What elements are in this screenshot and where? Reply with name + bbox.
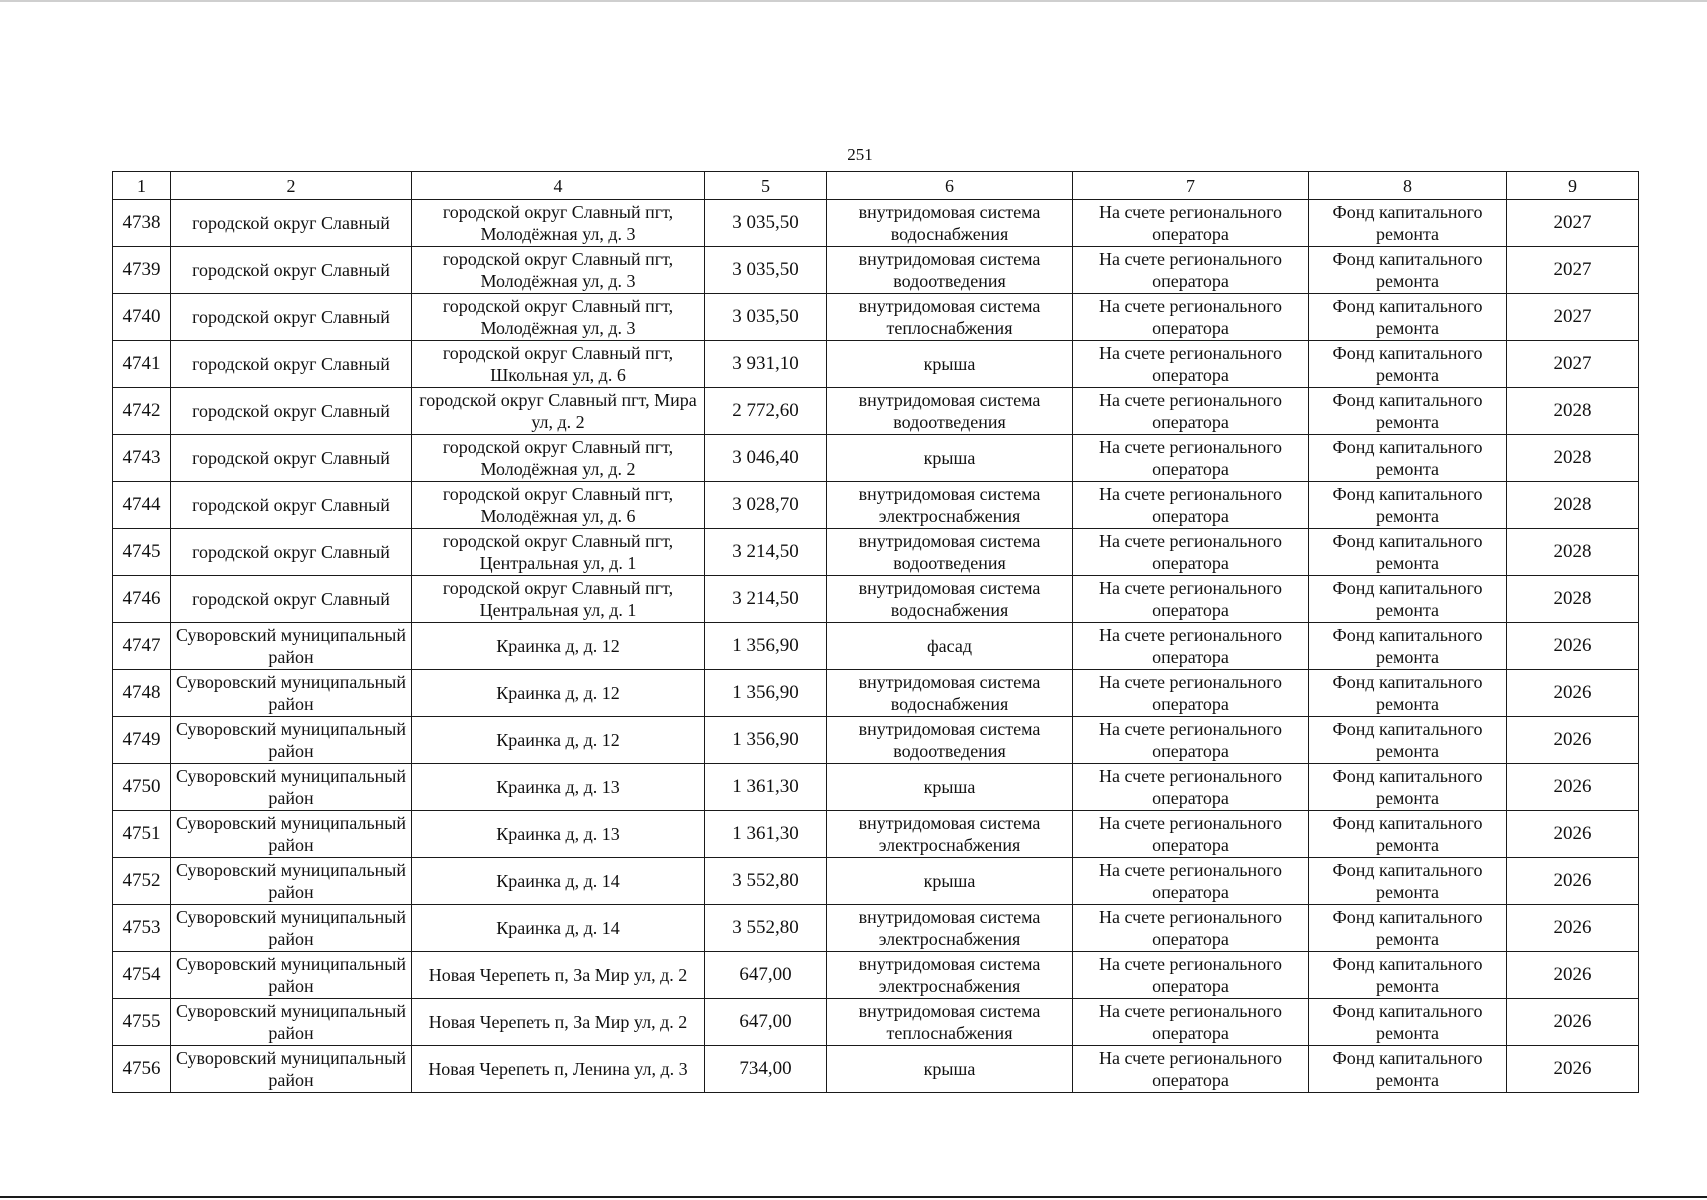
planned-year-cell: 2026 bbox=[1507, 858, 1639, 905]
area-cell: 647,00 bbox=[705, 952, 827, 999]
funding-source-cell: Фонд капитального ремонта bbox=[1309, 388, 1507, 435]
municipality-cell: Суворовский муниципальный район bbox=[171, 670, 412, 717]
column-header: 9 bbox=[1507, 172, 1639, 200]
row-number-cell: 4740 bbox=[113, 294, 171, 341]
funding-source-cell: Фонд капитального ремонта bbox=[1309, 858, 1507, 905]
funding-source-cell: Фонд капитального ремонта bbox=[1309, 294, 1507, 341]
funding-source-cell: Фонд капитального ремонта bbox=[1309, 247, 1507, 294]
fund-account-cell: На счете регионального оператора bbox=[1073, 670, 1309, 717]
structural-element-cell: фасад bbox=[827, 623, 1073, 670]
area-cell: 1 361,30 bbox=[705, 764, 827, 811]
planned-year-cell: 2028 bbox=[1507, 435, 1639, 482]
municipality-cell: городской округ Славный bbox=[171, 482, 412, 529]
table-row bbox=[113, 576, 1639, 623]
planned-year-cell: 2026 bbox=[1507, 764, 1639, 811]
municipality-cell: Суворовский муниципальный район bbox=[171, 905, 412, 952]
planned-year-cell: 2026 bbox=[1507, 717, 1639, 764]
table-row bbox=[113, 670, 1639, 717]
planned-year-cell: 2027 bbox=[1507, 341, 1639, 388]
funding-source-cell: Фонд капитального ремонта bbox=[1309, 764, 1507, 811]
table-row bbox=[113, 905, 1639, 952]
funding-source-cell: Фонд капитального ремонта bbox=[1309, 811, 1507, 858]
municipality-cell: городской округ Славный bbox=[171, 200, 412, 247]
address-cell: Краинка д, д. 14 bbox=[412, 858, 705, 905]
planned-year-cell: 2028 bbox=[1507, 388, 1639, 435]
fund-account-cell: На счете регионального оператора bbox=[1073, 858, 1309, 905]
municipality-cell: Суворовский муниципальный район bbox=[171, 858, 412, 905]
table-row bbox=[113, 435, 1639, 482]
structural-element-cell: внутридомовая система водоснабжения bbox=[827, 576, 1073, 623]
funding-source-cell: Фонд капитального ремонта bbox=[1309, 1046, 1507, 1093]
table-row bbox=[113, 200, 1639, 247]
municipality-cell: Суворовский муниципальный район bbox=[171, 623, 412, 670]
fund-account-cell: На счете регионального оператора bbox=[1073, 999, 1309, 1046]
table-row bbox=[113, 529, 1639, 576]
funding-source-cell: Фонд капитального ремонта bbox=[1309, 952, 1507, 999]
row-number-cell: 4744 bbox=[113, 482, 171, 529]
row-number-cell: 4742 bbox=[113, 388, 171, 435]
planned-year-cell: 2026 bbox=[1507, 1046, 1639, 1093]
area-cell: 3 214,50 bbox=[705, 576, 827, 623]
structural-element-cell: внутридомовая система водоотведения bbox=[827, 388, 1073, 435]
area-cell: 647,00 bbox=[705, 999, 827, 1046]
municipality-cell: городской округ Славный bbox=[171, 435, 412, 482]
address-cell: городской округ Славный пгт, Молодёжная ул, д. 3 bbox=[412, 294, 705, 341]
planned-year-cell: 2027 bbox=[1507, 200, 1639, 247]
fund-account-cell: На счете регионального оператора bbox=[1073, 435, 1309, 482]
structural-element-cell: крыша bbox=[827, 764, 1073, 811]
municipality-cell: городской округ Славный bbox=[171, 388, 412, 435]
fund-account-cell: На счете регионального оператора bbox=[1073, 905, 1309, 952]
bottom-rule bbox=[0, 1196, 1707, 1198]
row-number-cell: 4738 bbox=[113, 200, 171, 247]
table-row bbox=[113, 341, 1639, 388]
address-cell: городской округ Славный пгт, Мира ул, д. 2 bbox=[412, 388, 705, 435]
funding-source-cell: Фонд капитального ремонта bbox=[1309, 529, 1507, 576]
funding-source-cell: Фонд капитального ремонта bbox=[1309, 623, 1507, 670]
municipality-cell: Суворовский муниципальный район bbox=[171, 717, 412, 764]
area-cell: 3 552,80 bbox=[705, 858, 827, 905]
municipality-cell: Суворовский муниципальный район bbox=[171, 1046, 412, 1093]
table-row bbox=[113, 858, 1639, 905]
area-cell: 3 931,10 bbox=[705, 341, 827, 388]
planned-year-cell: 2026 bbox=[1507, 623, 1639, 670]
address-cell: Новая Черепеть п, Ленина ул, д. 3 bbox=[412, 1046, 705, 1093]
area-cell: 3 552,80 bbox=[705, 905, 827, 952]
structural-element-cell: крыша bbox=[827, 858, 1073, 905]
registry-table bbox=[112, 171, 1639, 1093]
structural-element-cell: крыша bbox=[827, 341, 1073, 388]
funding-source-cell: Фонд капитального ремонта bbox=[1309, 999, 1507, 1046]
row-number-cell: 4749 bbox=[113, 717, 171, 764]
address-cell: Краинка д, д. 13 bbox=[412, 764, 705, 811]
row-number-cell: 4746 bbox=[113, 576, 171, 623]
planned-year-cell: 2026 bbox=[1507, 952, 1639, 999]
fund-account-cell: На счете регионального оператора bbox=[1073, 811, 1309, 858]
address-cell: городской округ Славный пгт, Молодёжная ул, д. 3 bbox=[412, 200, 705, 247]
table-row bbox=[113, 999, 1639, 1046]
area-cell: 3 035,50 bbox=[705, 294, 827, 341]
page-number: 251 bbox=[847, 145, 873, 164]
planned-year-cell: 2028 bbox=[1507, 576, 1639, 623]
municipality-cell: городской округ Славный bbox=[171, 247, 412, 294]
header-row bbox=[113, 172, 1639, 200]
area-cell: 2 772,60 bbox=[705, 388, 827, 435]
planned-year-cell: 2027 bbox=[1507, 247, 1639, 294]
table-row bbox=[113, 482, 1639, 529]
area-cell: 3 046,40 bbox=[705, 435, 827, 482]
structural-element-cell: крыша bbox=[827, 1046, 1073, 1093]
fund-account-cell: На счете регионального оператора bbox=[1073, 623, 1309, 670]
structural-element-cell: крыша bbox=[827, 435, 1073, 482]
row-number-cell: 4739 bbox=[113, 247, 171, 294]
table-row bbox=[113, 764, 1639, 811]
address-cell: городской округ Славный пгт, Молодёжная ул, д. 2 bbox=[412, 435, 705, 482]
municipality-cell: городской округ Славный bbox=[171, 341, 412, 388]
table-row bbox=[113, 811, 1639, 858]
address-cell: Краинка д, д. 13 bbox=[412, 811, 705, 858]
funding-source-cell: Фонд капитального ремонта bbox=[1309, 435, 1507, 482]
row-number-cell: 4748 bbox=[113, 670, 171, 717]
funding-source-cell: Фонд капитального ремонта bbox=[1309, 200, 1507, 247]
structural-element-cell: внутридомовая система теплоснабжения bbox=[827, 294, 1073, 341]
fund-account-cell: На счете регионального оператора bbox=[1073, 1046, 1309, 1093]
area-cell: 1 356,90 bbox=[705, 623, 827, 670]
table-row bbox=[113, 294, 1639, 341]
funding-source-cell: Фонд капитального ремонта bbox=[1309, 905, 1507, 952]
address-cell: Краинка д, д. 12 bbox=[412, 670, 705, 717]
column-header: 2 bbox=[171, 172, 412, 200]
address-cell: Краинка д, д. 12 bbox=[412, 623, 705, 670]
area-cell: 3 214,50 bbox=[705, 529, 827, 576]
table-row bbox=[113, 717, 1639, 764]
row-number-cell: 4747 bbox=[113, 623, 171, 670]
fund-account-cell: На счете регионального оператора bbox=[1073, 247, 1309, 294]
fund-account-cell: На счете регионального оператора bbox=[1073, 294, 1309, 341]
structural-element-cell: внутридомовая система водоотведения bbox=[827, 529, 1073, 576]
row-number-cell: 4741 bbox=[113, 341, 171, 388]
fund-account-cell: На счете регионального оператора bbox=[1073, 529, 1309, 576]
fund-account-cell: На счете регионального оператора bbox=[1073, 952, 1309, 999]
area-cell: 3 035,50 bbox=[705, 200, 827, 247]
table-row bbox=[113, 623, 1639, 670]
funding-source-cell: Фонд капитального ремонта bbox=[1309, 341, 1507, 388]
municipality-cell: Суворовский муниципальный район bbox=[171, 764, 412, 811]
address-cell: Краинка д, д. 12 bbox=[412, 717, 705, 764]
column-header: 1 bbox=[113, 172, 171, 200]
address-cell: городской округ Славный пгт, Молодёжная ул, д. 3 bbox=[412, 247, 705, 294]
planned-year-cell: 2026 bbox=[1507, 999, 1639, 1046]
planned-year-cell: 2026 bbox=[1507, 905, 1639, 952]
structural-element-cell: внутридомовая система электроснабжения bbox=[827, 482, 1073, 529]
address-cell: Краинка д, д. 14 bbox=[412, 905, 705, 952]
table-row bbox=[113, 952, 1639, 999]
municipality-cell: Суворовский муниципальный район bbox=[171, 952, 412, 999]
column-header: 4 bbox=[412, 172, 705, 200]
municipality-cell: городской округ Славный bbox=[171, 529, 412, 576]
column-header: 6 bbox=[827, 172, 1073, 200]
planned-year-cell: 2028 bbox=[1507, 482, 1639, 529]
row-number-cell: 4743 bbox=[113, 435, 171, 482]
structural-element-cell: внутридомовая система электроснабжения bbox=[827, 811, 1073, 858]
municipality-cell: Суворовский муниципальный район bbox=[171, 811, 412, 858]
row-number-cell: 4751 bbox=[113, 811, 171, 858]
structural-element-cell: внутридомовая система электроснабжения bbox=[827, 905, 1073, 952]
planned-year-cell: 2026 bbox=[1507, 670, 1639, 717]
area-cell: 1 356,90 bbox=[705, 717, 827, 764]
row-number-cell: 4745 bbox=[113, 529, 171, 576]
address-cell: городской округ Славный пгт, Школьная ул, д. 6 bbox=[412, 341, 705, 388]
row-number-cell: 4752 bbox=[113, 858, 171, 905]
column-header: 7 bbox=[1073, 172, 1309, 200]
area-cell: 734,00 bbox=[705, 1046, 827, 1093]
address-cell: городской округ Славный пгт, Центральная ул, д. 1 bbox=[412, 576, 705, 623]
fund-account-cell: На счете регионального оператора bbox=[1073, 200, 1309, 247]
fund-account-cell: На счете регионального оператора bbox=[1073, 576, 1309, 623]
row-number-cell: 4756 bbox=[113, 1046, 171, 1093]
funding-source-cell: Фонд капитального ремонта bbox=[1309, 717, 1507, 764]
address-cell: Новая Черепеть п, За Мир ул, д. 2 bbox=[412, 952, 705, 999]
fund-account-cell: На счете регионального оператора bbox=[1073, 764, 1309, 811]
column-header: 5 bbox=[705, 172, 827, 200]
address-cell: городской округ Славный пгт, Молодёжная ул, д. 6 bbox=[412, 482, 705, 529]
planned-year-cell: 2026 bbox=[1507, 811, 1639, 858]
address-cell: городской округ Славный пгт, Центральная ул, д. 1 bbox=[412, 529, 705, 576]
municipality-cell: городской округ Славный bbox=[171, 576, 412, 623]
funding-source-cell: Фонд капитального ремонта bbox=[1309, 670, 1507, 717]
fund-account-cell: На счете регионального оператора bbox=[1073, 717, 1309, 764]
structural-element-cell: внутридомовая система водоотведения bbox=[827, 247, 1073, 294]
address-cell: Новая Черепеть п, За Мир ул, д. 2 bbox=[412, 999, 705, 1046]
column-header: 8 bbox=[1309, 172, 1507, 200]
structural-element-cell: внутридомовая система водоснабжения bbox=[827, 200, 1073, 247]
area-cell: 1 356,90 bbox=[705, 670, 827, 717]
structural-element-cell: внутридомовая система водоснабжения bbox=[827, 670, 1073, 717]
table-row bbox=[113, 247, 1639, 294]
table-row bbox=[113, 1046, 1639, 1093]
planned-year-cell: 2027 bbox=[1507, 294, 1639, 341]
row-number-cell: 4754 bbox=[113, 952, 171, 999]
funding-source-cell: Фонд капитального ремонта bbox=[1309, 576, 1507, 623]
structural-element-cell: внутридомовая система электроснабжения bbox=[827, 952, 1073, 999]
fund-account-cell: На счете регионального оператора bbox=[1073, 341, 1309, 388]
row-number-cell: 4753 bbox=[113, 905, 171, 952]
municipality-cell: Суворовский муниципальный район bbox=[171, 999, 412, 1046]
top-rule bbox=[0, 0, 1707, 2]
row-number-cell: 4750 bbox=[113, 764, 171, 811]
fund-account-cell: На счете регионального оператора bbox=[1073, 482, 1309, 529]
area-cell: 3 028,70 bbox=[705, 482, 827, 529]
structural-element-cell: внутридомовая система теплоснабжения bbox=[827, 999, 1073, 1046]
funding-source-cell: Фонд капитального ремонта bbox=[1309, 482, 1507, 529]
fund-account-cell: На счете регионального оператора bbox=[1073, 388, 1309, 435]
row-number-cell: 4755 bbox=[113, 999, 171, 1046]
planned-year-cell: 2028 bbox=[1507, 529, 1639, 576]
structural-element-cell: внутридомовая система водоотведения bbox=[827, 717, 1073, 764]
municipality-cell: городской округ Славный bbox=[171, 294, 412, 341]
table-body bbox=[113, 200, 1639, 1093]
area-cell: 3 035,50 bbox=[705, 247, 827, 294]
table-row bbox=[113, 388, 1639, 435]
area-cell: 1 361,30 bbox=[705, 811, 827, 858]
